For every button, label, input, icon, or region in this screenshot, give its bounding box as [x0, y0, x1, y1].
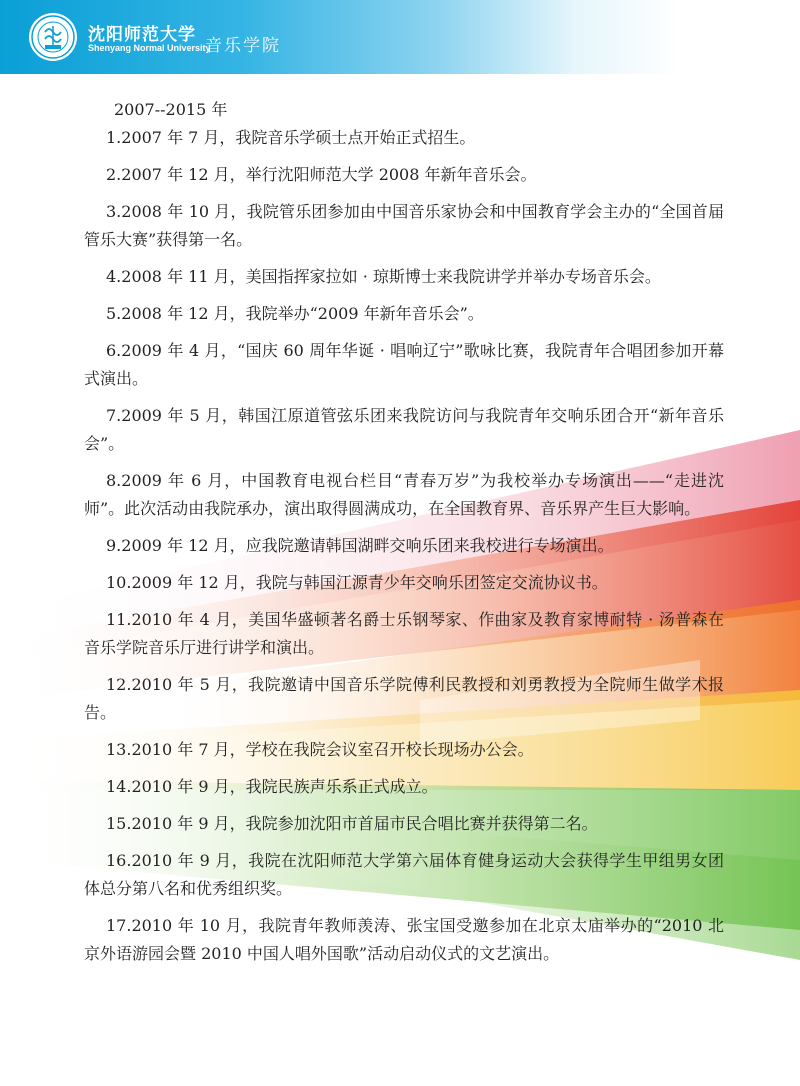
document-body [84, 96, 724, 977]
timeline-entry: 1.2007 年 7 月，我院音乐学硕士点开始正式招生。 [106, 128, 476, 147]
timeline-entry: 11.2010 年 4 月，美国华盛顿著名爵士乐钢琴家、作曲家及教育家博耐特 · 汤普森在音乐学院音乐厅进行讲学和演出。 [84, 610, 724, 657]
timeline-entry: 2.2007 年 12 月，举行沈阳师范大学 2008 年新年音乐会。 [106, 165, 537, 184]
timeline-entry: 7.2009 年 5 月，韩国江原道管弦乐团来我院访问与我院青年交响乐团合开“新年音乐会”。 [84, 406, 724, 453]
timeline-entry: 12.2010 年 5 月，我院邀请中国音乐学院傅利民教授和刘勇教授为全院师生做学术报告。 [84, 675, 724, 722]
timeline-entry: 17.2010 年 10 月，我院青年教师羡涛、张宝国受邀参加在北京太庙举办的“2010 北京外语游园会暨 2010 中国人唱外国歌”活动启动仪式的文艺演出。 [84, 916, 724, 963]
section-year-range: 2007--2015 年 [114, 100, 228, 119]
university-name: 沈阳师范大学 [88, 25, 196, 45]
university-name-en: Shenyang Normal University [88, 43, 211, 53]
timeline-entry: 5.2008 年 12 月，我院举办“2009 年新年音乐会”。 [106, 304, 484, 323]
timeline-entry: 9.2009 年 12 月，应我院邀请韩国湖畔交响乐团来我校进行专场演出。 [106, 536, 614, 555]
timeline-entry: 13.2010 年 7 月，学校在我院会议室召开校长现场办公会。 [106, 740, 534, 759]
timeline-entry: 8.2009 年 6 月，中国教育电视台栏目“青春万岁”为我校举办专场演出——“走进沈师”。此次活动由我院承办，演出取得圆满成功，在全国教育界、音乐界产生巨大影响。 [84, 471, 724, 518]
timeline-entry: 14.2010 年 9 月，我院民族声乐系正式成立。 [106, 777, 438, 796]
timeline-entry: 4.2008 年 11 月，美国指挥家拉如 · 琼斯博士来我院讲学并举办专场音乐会。 [106, 267, 661, 286]
timeline-entry: 10.2009 年 12 月，我院与韩国江源青少年交响乐团签定交流协议书。 [106, 573, 608, 592]
college-name: 音乐学院 [205, 36, 281, 56]
timeline-entry: 3.2008 年 10 月，我院管乐团参加由中国音乐家协会和中国教育学会主办的“全国首届管乐大赛”获得第一名。 [84, 202, 724, 249]
university-logo-icon [28, 12, 78, 62]
timeline-entry: 16.2010 年 9 月，我院在沈阳师范大学第六届体育健身运动大会获得学生甲组男女团体总分第八名和优秀组织奖。 [84, 851, 724, 898]
timeline-entry: 6.2009 年 4 月，“国庆 60 周年华诞 · 唱响辽宁”歌咏比赛，我院青年合唱团参加开幕式演出。 [84, 341, 724, 388]
timeline-entry: 15.2010 年 9 月，我院参加沈阳市首届市民合唱比赛并获得第二名。 [106, 814, 598, 833]
